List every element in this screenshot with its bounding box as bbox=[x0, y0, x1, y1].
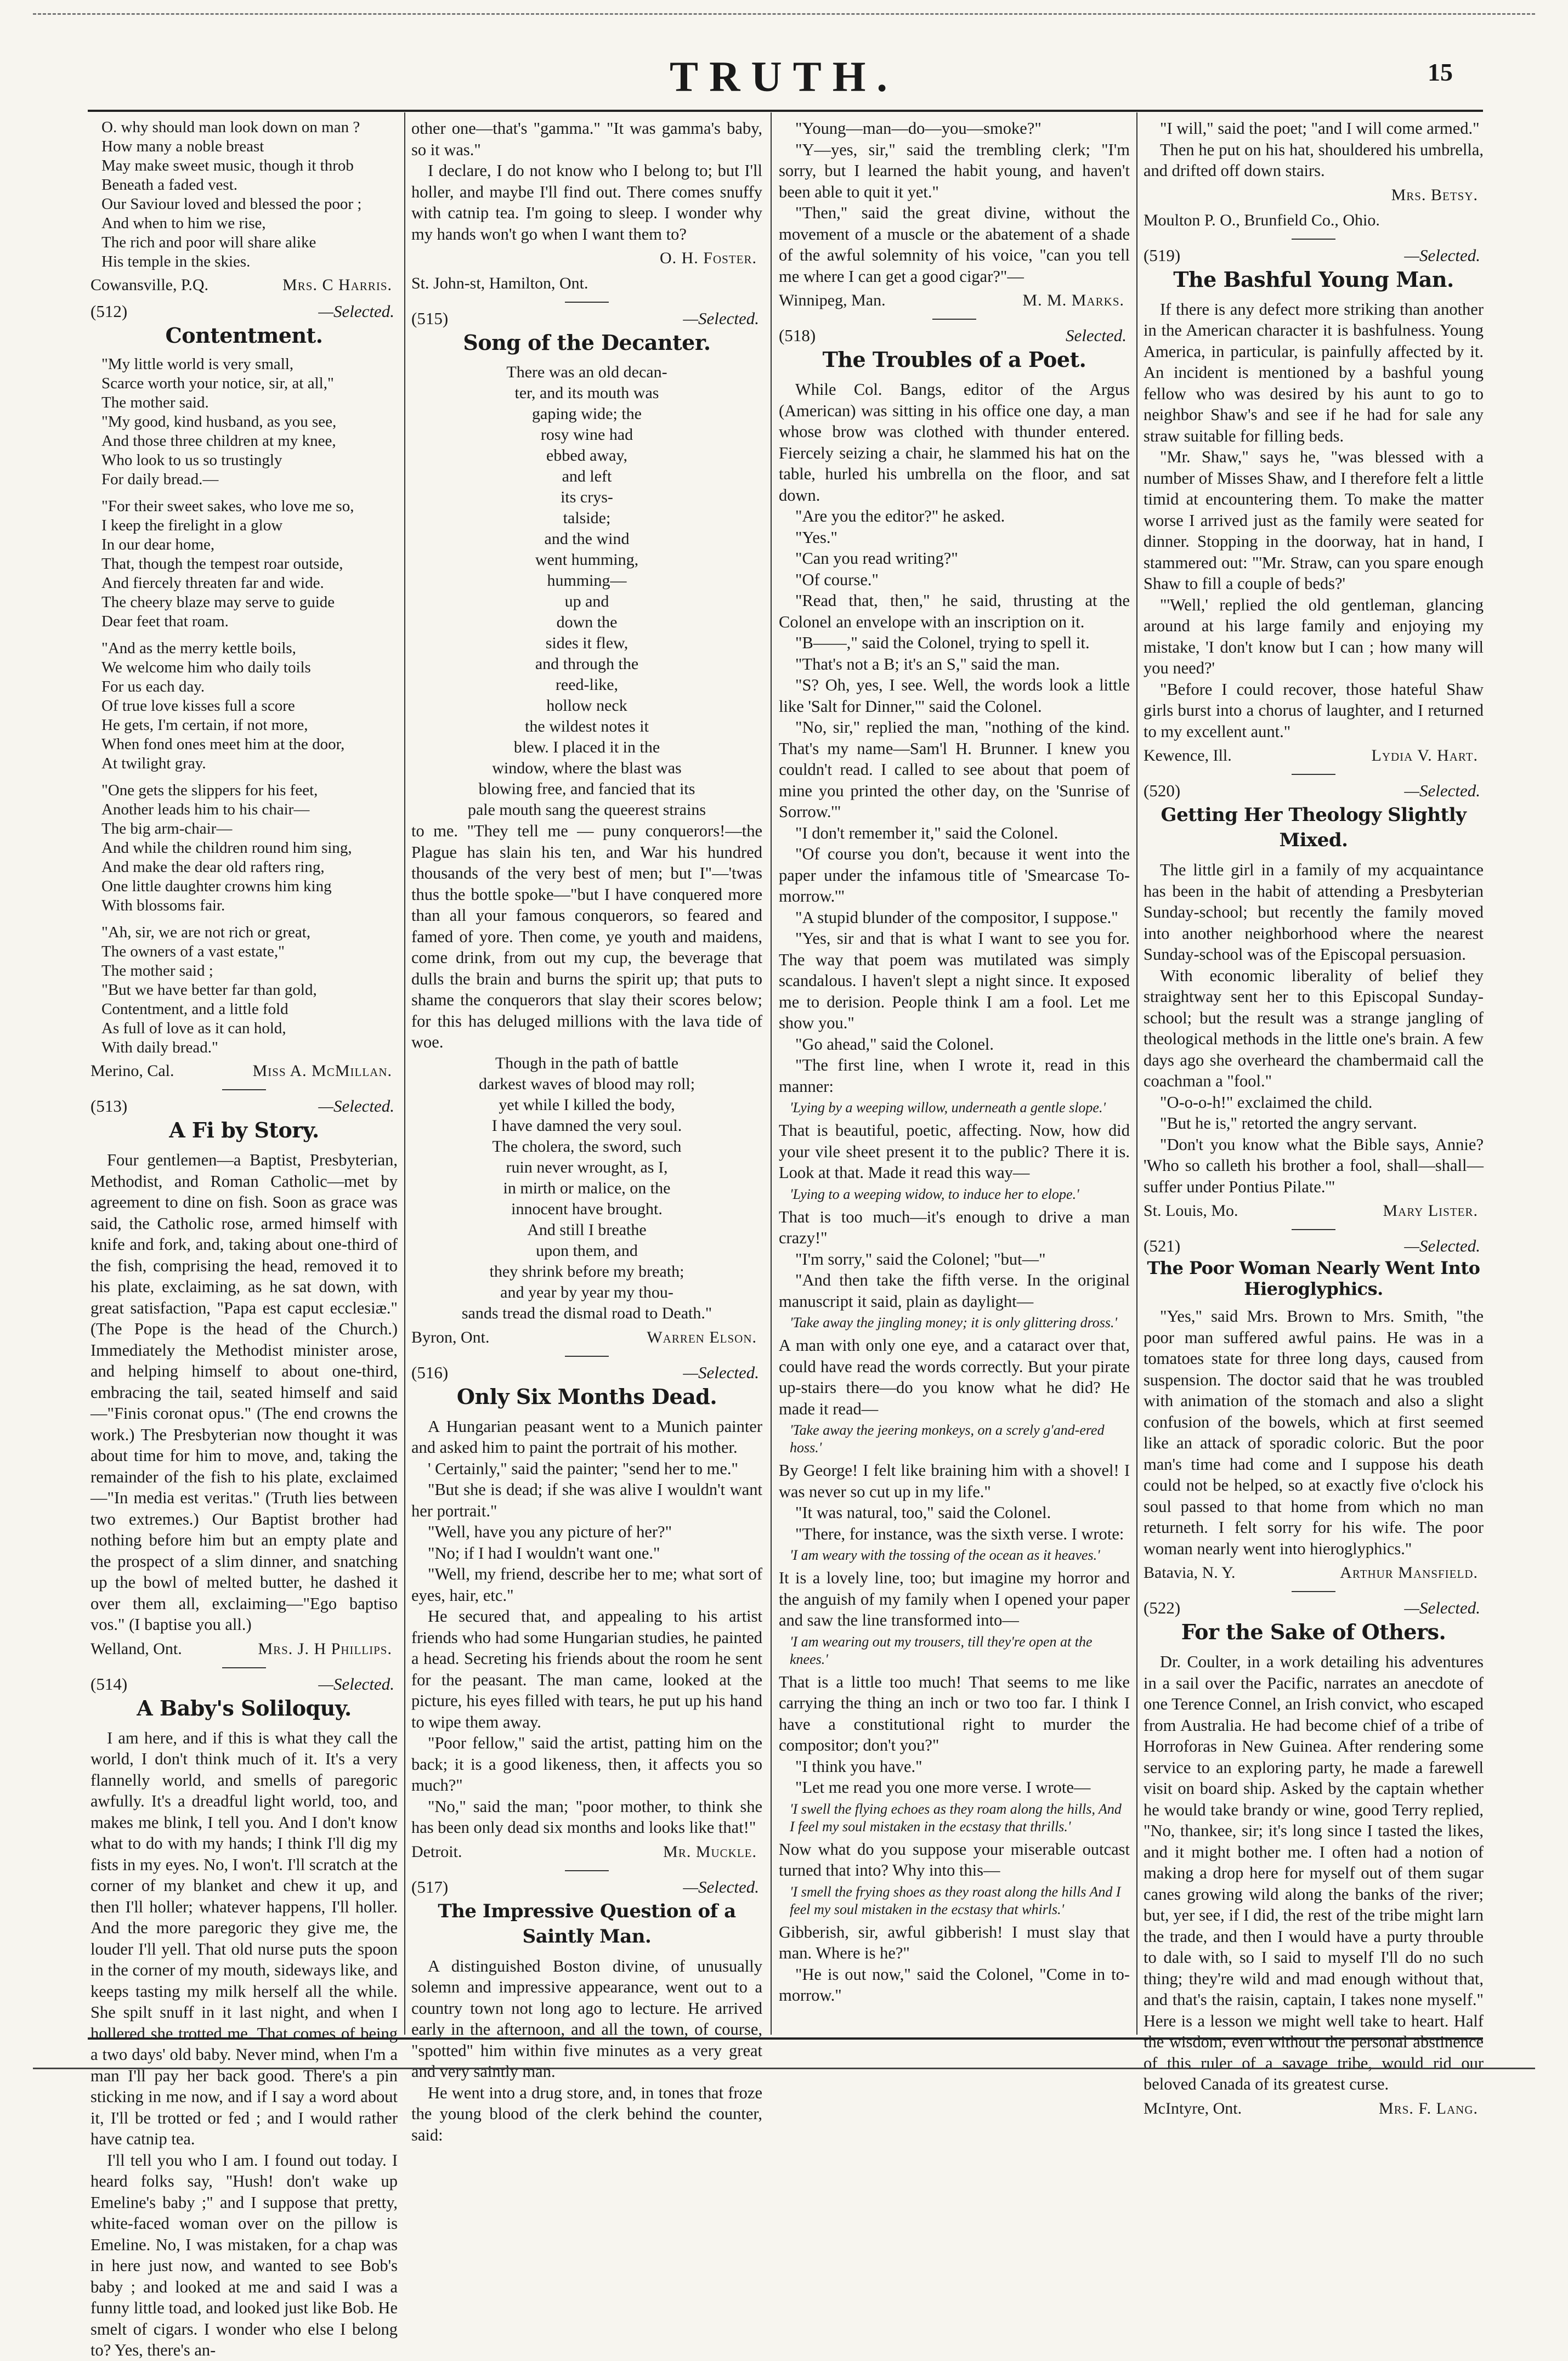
article-body bbox=[1144, 118, 1484, 182]
article-selected: —Selected. bbox=[683, 309, 759, 328]
byline-place: Batavia, N. Y. bbox=[1144, 1564, 1236, 1582]
verse-line: I have damned the very soul. bbox=[491, 1116, 682, 1135]
verse-line: "But we have better far than gold, bbox=[101, 981, 317, 999]
paragraph: Now what do you suppose your miserable outcast turned that into? Why into this— bbox=[779, 1839, 1130, 1879]
article-header bbox=[1144, 245, 1484, 266]
verse-line: The mother said. bbox=[101, 394, 209, 411]
paragraph: "No, sir," replied the man, "nothing of the kind. That's my name—Sam'l H. Brunner. I knew you couldn't read. I called to see about that poem of mine you printed the other day, on the 'Sunrise of Sorrow.'" bbox=[779, 718, 1130, 821]
verse-line: and the wind bbox=[544, 530, 630, 548]
verse-line: sides it flew, bbox=[545, 634, 629, 652]
verse-line: When fond ones meet him at the door, bbox=[101, 735, 345, 753]
paragraph: "But she is dead; if she was alive I wouldn't want her portrait." bbox=[411, 1480, 762, 1520]
article-title: A Fi by Story. bbox=[169, 1118, 319, 1142]
paragraph: The little girl in a family of my acquaintance has been in the habit of attending a Presbyterian Sunday-school; but recently the family moved into another neighborhood where the nearest Sunday-school was of the Episcopal persuasion. bbox=[1144, 860, 1484, 964]
verse-line: "My little world is very small, bbox=[101, 355, 294, 373]
paragraph: "No; if I had I wouldn't want one." bbox=[428, 1543, 660, 1562]
paragraph: other one—that's "gamma." "It was gamma's baby, so it was." bbox=[411, 119, 762, 159]
byline bbox=[779, 290, 1124, 311]
verse-line: For us each day. bbox=[101, 678, 205, 695]
byline-signature: M. M. Marks. bbox=[1022, 291, 1124, 309]
paragraph: I declare, I do not know who I belong to; but I'll holler, and maybe I'll find out. There comes snuffy with catnip tea. I'm going to sleep. I wonder why my hands won't go when I want them to? bbox=[411, 161, 762, 244]
article-header bbox=[411, 1877, 762, 1898]
separator bbox=[932, 319, 976, 320]
verse-line: And make the dear old rafters ring, bbox=[101, 858, 325, 876]
article-number: (512) bbox=[90, 302, 128, 321]
byline bbox=[1144, 1562, 1478, 1583]
article-title: The Poor Woman Nearly Went Into Hieroglyphics. bbox=[1147, 1258, 1480, 1299]
article-title: Song of the Decanter. bbox=[463, 330, 711, 355]
article-selected: —Selected. bbox=[318, 302, 394, 321]
article-selected: —Selected. bbox=[1404, 1236, 1480, 1255]
byline bbox=[1144, 1201, 1478, 1221]
column-divider bbox=[771, 112, 772, 2035]
quoted-verse: 'Take away the jeering monkeys, on a screly g'and-ered hoss.' bbox=[790, 1422, 1105, 1456]
paragraph: "B——," said the Colonel, trying to spell it. bbox=[795, 633, 1090, 652]
verse-line: As full of love as it can hold, bbox=[101, 1020, 286, 1037]
verse-line: The cholera, the sword, such bbox=[492, 1137, 682, 1156]
article-selected: Selected. bbox=[1065, 326, 1127, 345]
verse-line: in mirth or malice, on the bbox=[503, 1179, 671, 1197]
verse-line: The rich and poor will share alike bbox=[101, 234, 316, 251]
verse-line: they shrink before my breath; bbox=[489, 1262, 684, 1281]
article-selected: —Selected. bbox=[1404, 781, 1480, 800]
byline-place: St. Louis, Mo. bbox=[1144, 1202, 1238, 1220]
verse-line: And those three children at my knee, bbox=[101, 432, 336, 450]
paragraph: "There, for instance, was the sixth verse. I wrote: bbox=[795, 1524, 1124, 1543]
article-body bbox=[90, 1150, 398, 1635]
article-body bbox=[779, 1922, 1130, 2006]
paragraph: "A stupid blunder of the compositor, I suppose." bbox=[795, 908, 1118, 927]
article-title: The Troubles of a Poet. bbox=[822, 347, 1086, 372]
article-body bbox=[779, 1335, 1130, 1419]
byline-signature: Miss A. McMillan. bbox=[252, 1062, 392, 1080]
article-selected: —Selected. bbox=[1404, 245, 1480, 265]
separator bbox=[565, 1356, 609, 1357]
verse-line: Another leads him to his chair— bbox=[101, 801, 310, 818]
column-4 bbox=[1144, 118, 1484, 2117]
article-number: (517) bbox=[411, 1877, 449, 1896]
paragraph: "Can you read writing?" bbox=[795, 549, 958, 568]
paragraph: "That's not a B; it's an S," said the man. bbox=[795, 654, 1060, 673]
article-body bbox=[1144, 859, 1484, 1197]
article-title: Contentment. bbox=[165, 323, 323, 348]
article-number: (519) bbox=[1144, 245, 1181, 265]
paragraph: ' Certainly," said the painter; "send her to me." bbox=[428, 1459, 738, 1478]
article-selected: —Selected. bbox=[683, 1877, 759, 1896]
byline-place: Welland, Ont. bbox=[90, 1639, 182, 1658]
verse-line: For daily bread.— bbox=[101, 471, 219, 488]
verse-line: Though in the path of battle bbox=[495, 1054, 679, 1072]
verse-line: "For their sweet sakes, who love me so, bbox=[101, 497, 354, 515]
paragraph: That is too much—it's enough to drive a man crazy!" bbox=[779, 1207, 1130, 1247]
verse-line: its crys- bbox=[561, 488, 613, 506]
verse-line: "One gets the slippers for his feet, bbox=[101, 782, 318, 799]
byline-signature: Mrs. Betsy. bbox=[1391, 185, 1478, 204]
paragraph: "The first line, when I wrote it, read in this manner: bbox=[779, 1056, 1130, 1096]
verse-line: down the bbox=[556, 613, 618, 631]
paragraph: "S? Oh, yes, I see. Well, the words look a little like 'Salt for Dinner,'" said the Colonel. bbox=[779, 676, 1130, 716]
verse-line: May make sweet music, though it throb bbox=[101, 157, 354, 174]
byline-signature: Mrs. J. H Phillips. bbox=[258, 1639, 392, 1658]
paragraph: "I don't remember it," said the Colonel. bbox=[795, 823, 1058, 842]
separator bbox=[1292, 1229, 1335, 1230]
paragraph: While Col. Bangs, editor of the Argus (American) was sitting in his office one day, a man whose brow was clothed with thunder entered. Fiercely seizing a chair, he slammed his hat on the table, hurled his umbrella on the floor, and sat down. bbox=[779, 380, 1130, 505]
article-body bbox=[779, 118, 1130, 287]
top-dashed-rule bbox=[33, 13, 1535, 15]
separator bbox=[1292, 774, 1335, 775]
byline-place: Moulton P. O., Brunfield Co., Ohio. bbox=[1144, 211, 1380, 229]
article-body bbox=[779, 1460, 1130, 1544]
byline-signature: O. H. Foster. bbox=[659, 249, 757, 267]
poem bbox=[101, 355, 398, 1057]
verse-line: window, where the blast was bbox=[492, 759, 682, 777]
verse-line bbox=[101, 773, 398, 781]
article-body bbox=[1144, 1651, 1484, 2095]
paragraph: If there is any defect more striking than another in the American character it is bashfulness. Young America, in particular, is painfully affected by it. An incident is mentioned by a bashful young fellow who was desired by his aunt to go to neighbor Shaw's and see if he had for sale any straw suitable for filling beds. bbox=[1144, 299, 1484, 445]
verse-line: And fiercely threaten far and wide. bbox=[101, 574, 324, 592]
verse-line: The cheery blaze may serve to guide bbox=[101, 593, 335, 611]
article-body bbox=[411, 820, 762, 1053]
article-header bbox=[90, 1096, 398, 1117]
verse-line: With daily bread." bbox=[101, 1039, 218, 1056]
paragraph: "Are you the editor?" he asked. bbox=[795, 507, 1005, 525]
article-header bbox=[1144, 1236, 1484, 1256]
column-2 bbox=[411, 118, 762, 2144]
byline-signature: Mr. Muckle. bbox=[663, 1842, 757, 1861]
article-body bbox=[779, 1120, 1130, 1184]
article-number: (518) bbox=[779, 326, 816, 345]
paragraph: "It was natural, too," said the Colonel. bbox=[795, 1503, 1051, 1522]
verse-line bbox=[101, 631, 398, 639]
article-title: Getting Her Theology Slightly Mixed. bbox=[1161, 804, 1467, 851]
byline bbox=[1144, 185, 1478, 206]
byline bbox=[411, 248, 757, 269]
quoted-verse: 'Lying by a weeping willow, underneath a gentle slope.' bbox=[790, 1100, 1106, 1116]
byline-place: St. John-st, Hamilton, Ont. bbox=[411, 274, 588, 292]
byline bbox=[1144, 2098, 1478, 2119]
paragraph: I am here, and if this is what they call the world, I don't think much of it. It's a very flannelly world, and smells of paregoric awfully. It's a dreadful light world, too, and makes me blink, I tell you. And I don't know what to do with my hands; I think I'll dig my fists in my eyes. No, I won't. I'll scratch at the corner of my blanket and chew it up, and then I'll holler; whatever happens, I'll holler. And the more paregoric they give me, the louder I'll yell. That old nurse puts the spoon in the corner of my mouth, sideways like, and keeps tasting my milk herself all the while. She spilt snuff in it last night, and when I hollered she trotted me. That comes of being a two days' old baby. Never mind, when I'm a man I'll pay her back good. There's a pin sticking in me now, and if I say a word about it, I'll be trotted or fed ; and I would rather have catnip tea. bbox=[90, 1728, 398, 2148]
article-selected: —Selected. bbox=[318, 1096, 394, 1116]
paragraph: "O-o-o-h!" exclaimed the child. bbox=[1160, 1092, 1373, 1112]
verse-line: Our Saviour loved and blessed the poor ; bbox=[101, 195, 362, 213]
byline bbox=[90, 1639, 392, 1660]
masthead bbox=[0, 52, 1568, 101]
verse-line: He gets, I'm certain, if not more, bbox=[101, 716, 308, 734]
paragraph: "Of course." bbox=[795, 570, 879, 589]
paragraph: A distinguished Boston divine, of unusually solemn and impressive appearance, went out to a country town not long ago to lecture. He arrived early in the afternoon, and all the town, of course, "spotted" him within five minutes as a very great and very saintly man. bbox=[411, 1956, 762, 2081]
byline-place: Detroit. bbox=[411, 1842, 462, 1861]
paragraph: That is beautiful, poetic, affecting. Now, how did your vile sheet present it to the public? There it is. Look at that. Made it read this way— bbox=[779, 1121, 1130, 1182]
byline bbox=[90, 275, 392, 296]
paragraph: "No," said the man; "poor mother, to think she has been only dead six months and looks like that!" bbox=[411, 1797, 762, 1837]
byline bbox=[90, 1061, 392, 1082]
page-number: 15 bbox=[1428, 58, 1453, 86]
paragraph: "I think you have." bbox=[795, 1757, 922, 1776]
column-divider bbox=[404, 112, 405, 2035]
column-3 bbox=[779, 118, 1130, 2032]
verse-line: and through the bbox=[535, 655, 639, 673]
quoted-verse: 'I am weary with the tossing of the ocean as it heaves.' bbox=[790, 1547, 1100, 1563]
verse-line: Dear feet that roam. bbox=[101, 613, 229, 630]
verse-line: One little daughter crowns him king bbox=[101, 877, 332, 895]
article-title: For the Sake of Others. bbox=[1181, 1620, 1446, 1644]
article-number: (521) bbox=[1144, 1236, 1181, 1255]
article-header bbox=[1144, 780, 1484, 801]
decanter-base-poem bbox=[411, 1053, 762, 1324]
article-body bbox=[779, 1207, 1130, 1312]
verse-line: His temple in the skies. bbox=[101, 253, 251, 270]
paragraph: "Poor fellow," said the artist, patting him on the back; it is a good likeness, then, it affects you so much?" bbox=[411, 1734, 762, 1794]
verse-line: That, though the tempest roar outside, bbox=[101, 555, 343, 573]
paragraph: A man with only one eye, and a cataract over that, could have read the words correctly. But your pirate up-stairs there—do you know what he did? He made it read— bbox=[779, 1336, 1130, 1418]
article-title: The Impressive Question of a Saintly Man. bbox=[438, 1900, 736, 1947]
byline-place: Merino, Cal. bbox=[90, 1062, 174, 1080]
byline bbox=[411, 1327, 757, 1348]
paragraph: "Yes," said Mrs. Brown to Mrs. Smith, "the poor man suffered awful pains. He was in a tomatoes state for three long days, caused from suspension. The doctor said that he was troubled with animation of the stomach and also a slight confusion of the bowels, which at first seemed like an attack of sporadic coloric. But the poor man's time had come and I suppose his death could not be helped, so at exactly five o'clock his soul passed to that home from which no man returneth. I felt sorry for his wife. The poor woman nearly went into hieroglyphics." bbox=[1144, 1307, 1484, 1558]
verse-line: blowing free, and fancied that its bbox=[478, 780, 695, 798]
header-rule bbox=[88, 110, 1483, 112]
byline bbox=[1144, 745, 1478, 766]
article-header bbox=[1144, 1598, 1484, 1618]
article-title: The Bashful Young Man. bbox=[1173, 267, 1454, 292]
verse-line: There was an old decan- bbox=[506, 363, 667, 381]
verse-line: pale mouth sang the queerest strains bbox=[467, 801, 706, 819]
byline-place-row bbox=[1144, 210, 1478, 231]
verse-line: The owners of a vast estate," bbox=[101, 943, 285, 960]
article-number: (516) bbox=[411, 1362, 449, 1382]
article-body bbox=[779, 1567, 1130, 1631]
article-selected: —Selected. bbox=[683, 1362, 759, 1382]
article-selected: —Selected. bbox=[1404, 1598, 1480, 1617]
verse-line: and left bbox=[562, 467, 612, 485]
paragraph: A Hungarian peasant went to a Munich painter and asked him to paint the portrait of his mother. bbox=[411, 1417, 762, 1457]
paragraph: I'll tell you who I am. I found out today. I heard folks say, "Hush! don't wake up Emeline's baby ;" and I suppose that pretty, white-faced woman over on the pillow is Emeline. No, I was mistaken, for a chap was in here just now, and wanted to see Bob's baby ; and looked at me and said I was a funny little toad, and looked just like Bob. He smelt of cigars. I wonder who else I belong to? Yes, there's an- bbox=[90, 2150, 398, 2359]
quoted-verse: 'Take away the jingling money; it is only glittering dross.' bbox=[790, 1315, 1118, 1330]
verse-line: At twilight gray. bbox=[101, 755, 206, 772]
byline-signature: Warren Elson. bbox=[647, 1328, 757, 1346]
separator bbox=[565, 302, 609, 303]
byline-signature: Lydia V. Hart. bbox=[1371, 746, 1478, 765]
verse-line: darkest waves of blood may roll; bbox=[478, 1074, 695, 1093]
paragraph: "Before I could recover, those hateful Shaw girls burst into a chorus of laughter, and I returned to my excellent aunt." bbox=[1144, 680, 1484, 741]
verse-line: reed-like, bbox=[555, 676, 619, 694]
paragraph: Gibberish, sir, awful gibberish! I must slay that man. Where is he?" bbox=[779, 1922, 1130, 1962]
verse-line: How many a noble breast bbox=[101, 138, 264, 155]
article-body bbox=[1144, 1306, 1484, 1559]
paragraph: It is a lovely line, too; but imagine my horror and the anguish of my family when I opened your paper and saw the line transformed into— bbox=[779, 1569, 1130, 1629]
verse-line: We welcome him who daily toils bbox=[101, 659, 311, 676]
verse-line: With blossoms fair. bbox=[101, 897, 225, 914]
separator bbox=[1292, 239, 1335, 240]
verse-line: yet while I killed the body, bbox=[499, 1095, 675, 1114]
article-title: Only Six Months Dead. bbox=[456, 1384, 717, 1409]
paragraph: "Well, my friend, describe her to me; what sort of eyes, hair, etc." bbox=[411, 1565, 762, 1605]
verse-line: And when to him we rise, bbox=[101, 214, 266, 232]
paragraph: "But he is," retorted the angry servant. bbox=[1160, 1114, 1417, 1133]
verse-line: hollow neck bbox=[546, 697, 627, 715]
article-body bbox=[411, 118, 762, 245]
paragraph: "'Well,' replied the old gentleman, glancing around at his large family and enjoying my mistake, 'I don't know but I can ; how many will you need?' bbox=[1144, 595, 1484, 677]
article-number: (520) bbox=[1144, 781, 1181, 800]
verse-line: Of true love kisses full a score bbox=[101, 697, 295, 715]
separator bbox=[222, 1667, 266, 1668]
byline-signature: Mary Lister. bbox=[1383, 1202, 1478, 1220]
article-number: (515) bbox=[411, 309, 449, 328]
verse-line: In our dear home, bbox=[101, 536, 215, 553]
byline bbox=[411, 1842, 757, 1862]
paragraph: He went into a drug store, and, in tones that froze the young blood of the clerk behind the counter, said: bbox=[411, 2083, 762, 2144]
paragraph: "Young—man—do—you—smoke?" bbox=[795, 119, 1041, 138]
quoted-verse: 'Lying to a weeping widow, to induce her to elope.' bbox=[790, 1186, 1079, 1202]
paragraph: Four gentlemen—a Baptist, Presbyterian, Methodist, and Roman Catholic—met by agreement to dine on fish. Soon as grace was said, the Catholic rose, armed himself with knife and fork, and, taking about one-third of the fish, comprising the head, removed it to his plate, exclaiming, as he sat down, with great satisfaction, "Papa est caput ecclesiæ." (The Pope is the head of the Church.) Immediately the Methodist minister arose, and helping himself to about one-third, embracing the tail, seated himself and said—"Finis coronat opus." (The end crowns the work.) The Presbyterian now thought it was about time for him to move, and, taking the remainder of the fish to his plate, exclaimed—"In media est veritas." (Truth lies between two extremes.) Our Baptist brother had nothing before him but an empty plate and the prospect of a slim dinner, and snatching up the bowl of melted butter, he dashed it over them all, exclaiming—"Ego baptiso vos." (I baptise you all.) bbox=[90, 1151, 398, 1634]
paragraph: He secured that, and appealing to his artist friends who had some Hungarian studies, he painted a head. Secreting his friends about the room he sent for the peasant. The man came, looked at the picture, his eyes filled with tears, he put up his hand to wipe them away. bbox=[411, 1607, 762, 1731]
paragraph: "Let me read you one more verse. I wrote— bbox=[795, 1778, 1091, 1797]
verse-line: up and bbox=[564, 592, 609, 610]
verse-line: The mother said ; bbox=[101, 962, 213, 979]
article-number: (513) bbox=[90, 1096, 128, 1116]
separator bbox=[222, 1089, 266, 1090]
article-body bbox=[1144, 299, 1484, 743]
paragraph: Then he put on his hat, shouldered his umbrella, and drifted off down stairs. bbox=[1144, 140, 1484, 180]
paragraph: to me. "They tell me — puny conquerors!—the Plague has slain his ten, and War his hundred thousands of the very best of men; but I"—'twas thus the bottle spoke—"but I have conquered more than all your famous conquerors, so feared and famed of yore. Then come, ye youth and maidens, come drink, from out my cup, the beverage that dulls the brain and burns the spirit up; that puts to shame the conquerors that slay their scores below; for this has deluged millions with the lava tide of woe. bbox=[411, 822, 762, 1051]
article-body bbox=[90, 1728, 398, 2361]
byline-place: Cowansville, P.Q. bbox=[90, 276, 209, 294]
verse-line: humming— bbox=[547, 571, 627, 590]
verse-line: Contentment, and a little fold bbox=[101, 1000, 288, 1018]
article-body bbox=[779, 1839, 1130, 1881]
verse-line: gaping wide; the bbox=[532, 405, 642, 423]
byline-signature: Mrs. F. Lang. bbox=[1379, 2099, 1478, 2117]
newspaper-title: TRUTH. bbox=[670, 53, 898, 100]
verse-line: went humming, bbox=[535, 551, 639, 569]
verse-line: O. why should man look down on man ? bbox=[101, 118, 360, 136]
verse-line: rosy wine had bbox=[540, 426, 633, 444]
verse-line: ter, and its mouth was bbox=[514, 384, 659, 402]
paragraph: "Yes." bbox=[795, 528, 837, 547]
paragraph: "Of course you don't, because it went into the paper under the infamous title of 'Smearcase To-morrow.'" bbox=[779, 845, 1130, 905]
article-header bbox=[411, 1362, 762, 1383]
paragraph: Dr. Coulter, in a work detailing his adventures in a sail over the Pacific, narrates an anecdote of one Terence Connel, an Irish convict, who escaped from Australia. He had become chief of a tribe of Horroforas in New Guinea. After rendering some service to an exploring party, he made a farewell visit on board ship. Asked by the captain whether he would take brandy or wine, good Terry replied, "No, thankee, sir; it's long since I tasted the likes, and it might bother me. I often had a notion of making a drop here for myself out of them sugar canes growing wild along the banks of the river; but, yer see, if I did, the rest of the tribe might larn the trade, and then I would have a purty throuble to dale with, so I said to myself I'll do no such thing; they're wild and mad enough without that, and that's the raisin, captain, I takes none myself." Here is a lesson we might well take to heart. Half the wisdom, even without the personal abstinence of this ruler of a savage tribe, would rid our beloved Canada of its greatest curse. bbox=[1144, 1652, 1484, 2093]
verse-line: Scarce worth your notice, sir, at all," bbox=[101, 375, 334, 392]
byline-place-row bbox=[411, 273, 757, 294]
article-header bbox=[90, 1674, 398, 1695]
verse-line: The big arm-chair— bbox=[101, 820, 233, 837]
verse-line: upon them, and bbox=[536, 1241, 638, 1260]
paragraph: "Yes, sir and that is what I want to see you for. The way that poem was mutilated was simply scandalous. I haven't slept a night since. It exposed me to derision. People think I am a fool. Let me show you." bbox=[779, 929, 1130, 1032]
paragraph: "Mr. Shaw," says he, "was blessed with a number of Misses Shaw, and I therefore felt a little timid at encountering them. To make the matter worse I arrived just as the family were seated for dinner. Stopping in the doorway, hat in hand, I stammered out: "'Mr. Straw, can you spare enough Shaw to fill a couple of beds?' bbox=[1144, 448, 1484, 593]
paragraph: "Then," said the great divine, without the movement of a muscle or the abatement of a shade of the awful solemnity of his voice, "can you tell me where I can get a good cigar?"— bbox=[779, 203, 1130, 286]
article-title: A Baby's Soliloquy. bbox=[137, 1695, 352, 1720]
article-number: (514) bbox=[90, 1674, 128, 1694]
decanter-shaped-poem bbox=[411, 362, 762, 820]
paragraph: "Go ahead," said the Colonel. bbox=[795, 1034, 994, 1054]
quoted-verse: 'I am wearing out my trousers, till they're open at the knees.' bbox=[790, 1633, 1092, 1667]
verse-line: and year by year my thou- bbox=[500, 1283, 673, 1301]
separator bbox=[565, 1870, 609, 1871]
byline-place: Winnipeg, Man. bbox=[779, 291, 886, 309]
article-body bbox=[411, 1956, 762, 2146]
byline-signature: Mrs. C Harris. bbox=[282, 276, 392, 294]
article-body bbox=[779, 1672, 1130, 1798]
paragraph: By George! I felt like braining him with a shovel! I was never so cut up in my life." bbox=[779, 1461, 1130, 1501]
verse-line: talside; bbox=[563, 509, 611, 527]
article-body bbox=[411, 1416, 762, 1838]
poem-stanza bbox=[101, 118, 398, 271]
verse-line: I keep the firelight in a glow bbox=[101, 517, 283, 534]
quoted-verse: 'I swell the flying echoes as they roam along the hills, And I feel my soul mistaken in the ecstasy that thrills.' bbox=[790, 1801, 1122, 1835]
verse-line: the wildest notes it bbox=[525, 717, 649, 735]
paragraph: "Y—yes, sir," said the trembling clerk; "I'm sorry, but I learned the habit young, and haven't been able to quit it yet." bbox=[779, 140, 1130, 201]
paragraph: "Read that, then," he said, thrusting at the Colonel an envelope with an inscription on it. bbox=[779, 591, 1130, 631]
page-edge-rule bbox=[33, 2068, 1535, 2069]
verse-line: Who look to us so trustingly bbox=[101, 451, 282, 469]
verse-line: And still I breathe bbox=[527, 1220, 647, 1239]
verse-line: Beneath a faded vest. bbox=[101, 176, 238, 194]
column-1 bbox=[90, 118, 398, 2359]
verse-line: sands tread the dismal road to Death." bbox=[461, 1304, 712, 1322]
footer-rule bbox=[88, 2037, 1483, 2040]
verse-line: blew. I placed it in the bbox=[513, 738, 660, 756]
verse-line: "And as the merry kettle boils, bbox=[101, 639, 296, 657]
verse-line: And while the children round him sing, bbox=[101, 839, 352, 857]
paragraph: "He is out now," said the Colonel, "Come in to-morrow." bbox=[779, 1964, 1130, 2005]
separator bbox=[1292, 1591, 1335, 1592]
verse-line: "My good, kind husband, as you see, bbox=[101, 413, 337, 431]
paragraph: That is a little too much! That seems to me like carrying the thing an inch or two too far. I think I have a constitutional right to murder the compositor; don't you?" bbox=[779, 1672, 1130, 1754]
verse-line: ebbed away, bbox=[546, 446, 627, 465]
quoted-verse: 'I smell the frying shoes as they roast along the hills And I feel my soul mistaken in the ecstasy that whirls.' bbox=[790, 1883, 1121, 1917]
article-body bbox=[779, 379, 1130, 1097]
byline-place: Byron, Ont. bbox=[411, 1328, 490, 1346]
paragraph: "I'm sorry," said the Colonel; "but—" bbox=[795, 1249, 1046, 1269]
article-header bbox=[90, 301, 398, 322]
paragraph: With economic liberality of belief they straightway sent her to this Episcopal Sunday-school; but the result was a strange jangling of theological methods in the little one's brain. A few days ago she overheard the chambermaid call the coachman a "fool." bbox=[1144, 966, 1484, 1090]
article-header bbox=[411, 308, 762, 329]
byline-place: Kewence, Ill. bbox=[1144, 746, 1232, 765]
column-divider bbox=[1136, 112, 1137, 2035]
article-number: (522) bbox=[1144, 1598, 1181, 1617]
article-selected: —Selected. bbox=[318, 1674, 394, 1694]
paragraph: "Don't you know what the Bible says, Annie? 'Who so calleth his brother a fool, shall—shall—suffer under Pontius Pilate.'" bbox=[1144, 1135, 1484, 1196]
article-header bbox=[779, 325, 1130, 346]
paragraph: "I will," said the poet; "and I will come armed." bbox=[1160, 119, 1480, 138]
byline-signature: Arthur Mansfield. bbox=[1340, 1564, 1478, 1582]
verse-line: "Ah, sir, we are not rich or great, bbox=[101, 924, 311, 941]
verse-line bbox=[101, 915, 398, 923]
byline-place: McIntyre, Ont. bbox=[1144, 2099, 1242, 2117]
verse-line: innocent have brought. bbox=[511, 1199, 663, 1218]
paragraph: "Well, have you any picture of her?" bbox=[428, 1522, 672, 1541]
verse-line: ruin never wrought, as I, bbox=[506, 1158, 668, 1176]
paragraph: "And then take the fifth verse. In the original manuscript it said, plain as daylight— bbox=[779, 1271, 1130, 1311]
verse-line bbox=[101, 489, 398, 497]
